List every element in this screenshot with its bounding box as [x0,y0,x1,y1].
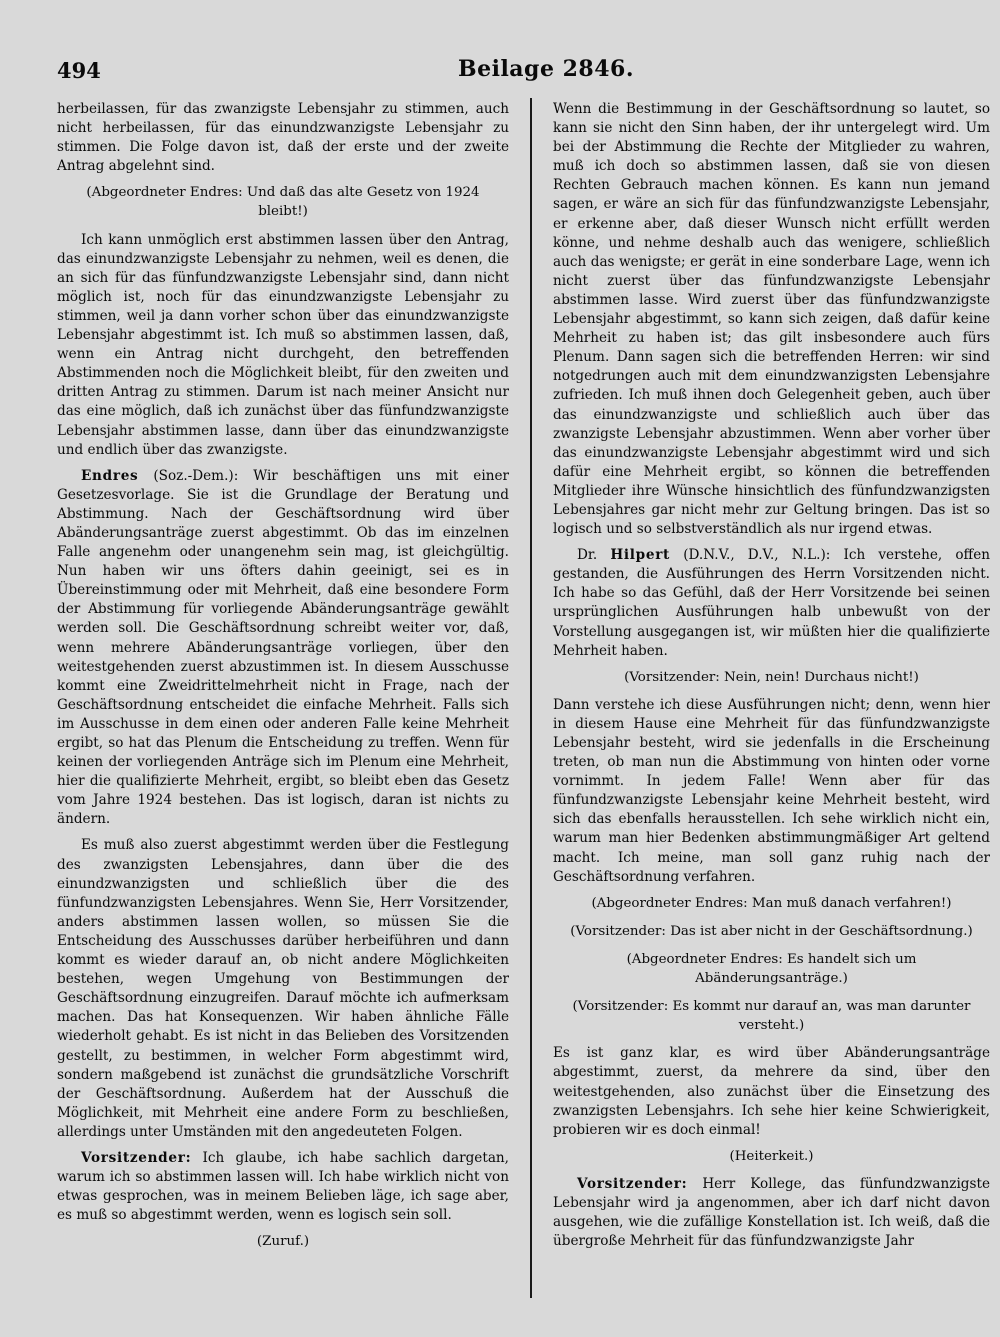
paragraph: herbeilassen, für das zwanzigste Lebensjahr zu stimmen, auch nicht herbeilassen, für das einundzwanzigste Lebensjahr zu stimmen. Die Folge davon ist, daß der erste und der zweite Antrag abgelehnt sind. [57,101,509,175]
speech-text: Ich glaube, ich habe sachlich dargetan, warum ich so abstimmen lassen will. Ich habe wirklich nicht von etwas gesprochen, was in meinem Belieben läge, ich sage aber, es muß so abgestimmt werden, wenn es logisch sein soll. [57,1149,509,1224]
speech-paragraph [553,546,990,661]
speaker-title: Dr. [577,547,611,564]
interjection: (Abgeordneter Endres: Und daß das alte Gesetz von 1924 bleibt!) [86,185,480,220]
speech-text: (D.N.V., D.V., N.L.): Ich verstehe, offen gestanden, die Ausführungen des Herrn Vorsitzenden nicht. Ich habe so das Gefühl, daß der Herr Vorsitzende bei seinen ursprünglichen Ausführungen halb unbewußt von der Vorstellung ausgegangen ist, wir müßten hier die qualifizierte Mehrheit haben. [553,547,990,659]
left-column [57,100,509,1260]
interjection: (Heiterkeit.) [729,1148,814,1164]
interjection: (Vorsitzender: Das ist aber nicht in der Geschäftsordnung.) [570,923,973,939]
paragraph: Wenn die Bestimmung in der Geschäftsordnung so lautet, so kann sie nicht den Sinn haben, der ihr untergelegt wird. Um bei der Abstimmung die Rechte der Mitglieder zu wahren, muß ich doch so abstimmen lassen, daß sie von diesen Rechten Gebrauch machen können. Es kann nun jemand sagen, er wäre an sich für das fünfundzwanzigste Lebensjahr, er erkenne aber, daß dieser Wunsch nicht erfüllt werden könne, und nehme deshalb auch das wenigere, schließlich auch das wenigste; er gerät in eine sonderbare Lage, wenn ich nicht zuerst über das fünfundzwanzigste Lebensjahr abstimmen lasse. Wird zuerst über das fünfundzwanzigste Lebensjahr abgestimmt, so kann sich zeigen, daß dafür keine Mehrheit zu haben ist; das gilt insbesondere auch fürs Plenum. Dann sagen sich die betreffenden Herren: wir sind notgedrungen auch mit dem einundzwanzigsten Lebensjahre zufrieden. Ich muß ihnen doch Gelegenheit geben, auch über das einundzwanzigste und schließlich auch über das zwanzigste Lebensjahr abzustimmen. Wenn aber vorher über das einundzwanzigste Lebensjahr abgestimmt wird und sich dafür eine Mehrheit ergibt, so können die betreffenden Mitglieder ihre Wünsche hinsichtlich des fünfundzwanzigsten Lebensjahres gar nicht mehr zur Geltung bringen. Das ist so logisch und so selbstverständlich als nur irgend etwas. [553,101,990,538]
speech-paragraph [57,467,509,830]
speech-paragraph [553,1175,990,1251]
interjection: (Vorsitzender: Nein, nein! Durchaus nicht!) [624,669,919,685]
column-divider [530,98,532,1298]
paragraph: Dann verstehe ich diese Ausführungen nicht; denn, wenn hier in diesem Hause eine Mehrheit für das fünfundzwanzigste Lebensjahr besteht, wird sie jedenfalls in die Erscheinung treten, ob man nun die Abstimmung von hinten oder vorne vornimmt. In jedem Falle! Wenn aber für das fünfundzwanzigste Lebensjahr keine Mehrheit besteht, wird sich das ebenfalls herausstellen. Ich sehe wirklich nicht ein, warum man hier Bedenken abstimmungmäßiger Art geltend macht. Ich meine, man soll ganz ruhig nach der Geschäftsordnung verfahren. [553,696,990,885]
paragraph: Es ist ganz klar, es wird über Abänderungsanträge abgestimmt, zuerst, da mehrere da sind, über den weitestgehenden, also zunächst über die Einsetzung des zwanzigsten Lebensjahrs. Ich sehe hier keine Schwierigkeit, probieren wir es doch einmal! [553,1045,990,1138]
page-number: 494 [57,58,101,83]
speech-text: (Soz.-Dem.): Wir beschäftigen uns mit einer Gesetzesvorlage. Sie ist die Grundlage der Beratung und Abstimmung. Nach der Geschäftsordnung wird über Abänderungsanträge zuerst abgestimmt. Ob das im einzelnen Falle angenehm oder unangenehm sein mag, ist gleichgültig. Nun haben wir uns öfters dahin geeinigt, sei es in Übereinstimmung oder mit Mehrheit, daß eine besondere Form der Abstimmung für vorliegende Abänderungsanträge gewählt werden soll. Die Geschäftsordnung schreibt weiter vor, daß, wenn mehrere Abänderungsanträge vorliegen, über den weitestgehenden zuerst abzustimmen ist. In diesem Ausschusse kommt eine Zweidrittelmehrheit nicht in Frage, nach der Geschäftsordnung entscheidet die einfache Mehrheit. Falls sich im Ausschusse in dem einen oder anderen Falle keine Mehrheit ergibt, so hat das Plenum die Entscheidung zu treffen. Wenn für keinen der vorliegenden Anträge sich im Plenum eine Mehrheit, hier die qualifizierte Mehrheit, ergibt, so bleibt eben das Gesetz vom Jahre 1924 bestehen. Das ist logisch, daran ist nichts zu ändern. [57,467,509,828]
paragraph: Ich kann unmöglich erst abstimmen lassen über den Antrag, das einundzwanzigste Lebensjahr zu nehmen, weil es denen, die an sich für das fünfundzwanzigste Lebensjahr sind, dann nicht möglich ist, noch für das einundzwanzigste Lebensjahr zu stimmen, weil ja dann vorher schon über das einundzwanzigste Lebensjahr abgestimmt ist. Ich muß so abstimmen lassen, daß, wenn ein Antrag nicht durchgeht, den betreffenden Abstimmenden noch die Möglichkeit bleibt, für den zweiten und dritten Antrag zu stimmen. Darum ist nach meiner Ansicht nur das eine möglich, daß ich zunächst über das fünfundzwanzigste Lebensjahr abstimmen lasse, dann über das einundzwanzigste und endlich über das zwanzigste. [57,231,509,458]
interjection: (Abgeordneter Endres: Es handelt sich um Abänderungsanträge.) [626,951,917,987]
speaker-name: Hilpert [610,547,671,564]
interjection: (Zuruf.) [256,1234,310,1250]
speaker-name: Endres [81,467,139,484]
page-header-title: Beilage 2846. [458,56,634,82]
interjection: (Abgeordneter Endres: Man muß danach verfahren!) [591,895,952,911]
right-column [553,100,990,1258]
interjection: (Vorsitzender: Es kommt nur darauf an, was man darunter versteht.) [572,999,971,1034]
speech-text: Herr Kollege, das fünfundzwanzigste Lebensjahr wird ja angenommen, aber ich darf nicht davon ausgehen, wie die zufällige Konstellation ist. Ich weiß, daß die übergroße Mehrheit für das fünfundzwanzigste Jahr [553,1175,990,1250]
paragraph: Es muß also zuerst abgestimmt werden über die Festlegung des zwanzigsten Lebensjahres, dann über die des einundzwanzigsten und schließlich über die des fünfundzwanzigsten Lebensjahres. Wenn Sie, Herr Vorsitzender, anders abstimmen lassen wollen, so müssen Sie die Entscheidung des Ausschusses darüber herbeiführen und dann kommt es wieder darauf an, ob nicht andere Möglichkeiten bestehen, wegen Umgehung von Bestimmungen der Geschäftsordnung einzugreifen. Darauf möchte ich aufmerksam machen. Das hat Konsequenzen. Wir haben ähnliche Fälle wiederholt gehabt. Es ist nicht in das Belieben des Vorsitzenden gestellt, zu bestimmen, in welcher Form abgestimmt wird, sondern maßgebend ist zunächst die grundsätzliche Vorschrift der Geschäftsordnung. Außerdem hat der Ausschuß die Möglichkeit, mit Mehrheit eine andere Form zu beschließen, allerdings unter Umständen mit den angedeuteten Folgen. [57,837,509,1140]
speaker-name: Vorsitzender: [577,1175,688,1192]
speaker-name: Vorsitzender: [81,1149,192,1166]
speech-paragraph [57,1149,509,1225]
